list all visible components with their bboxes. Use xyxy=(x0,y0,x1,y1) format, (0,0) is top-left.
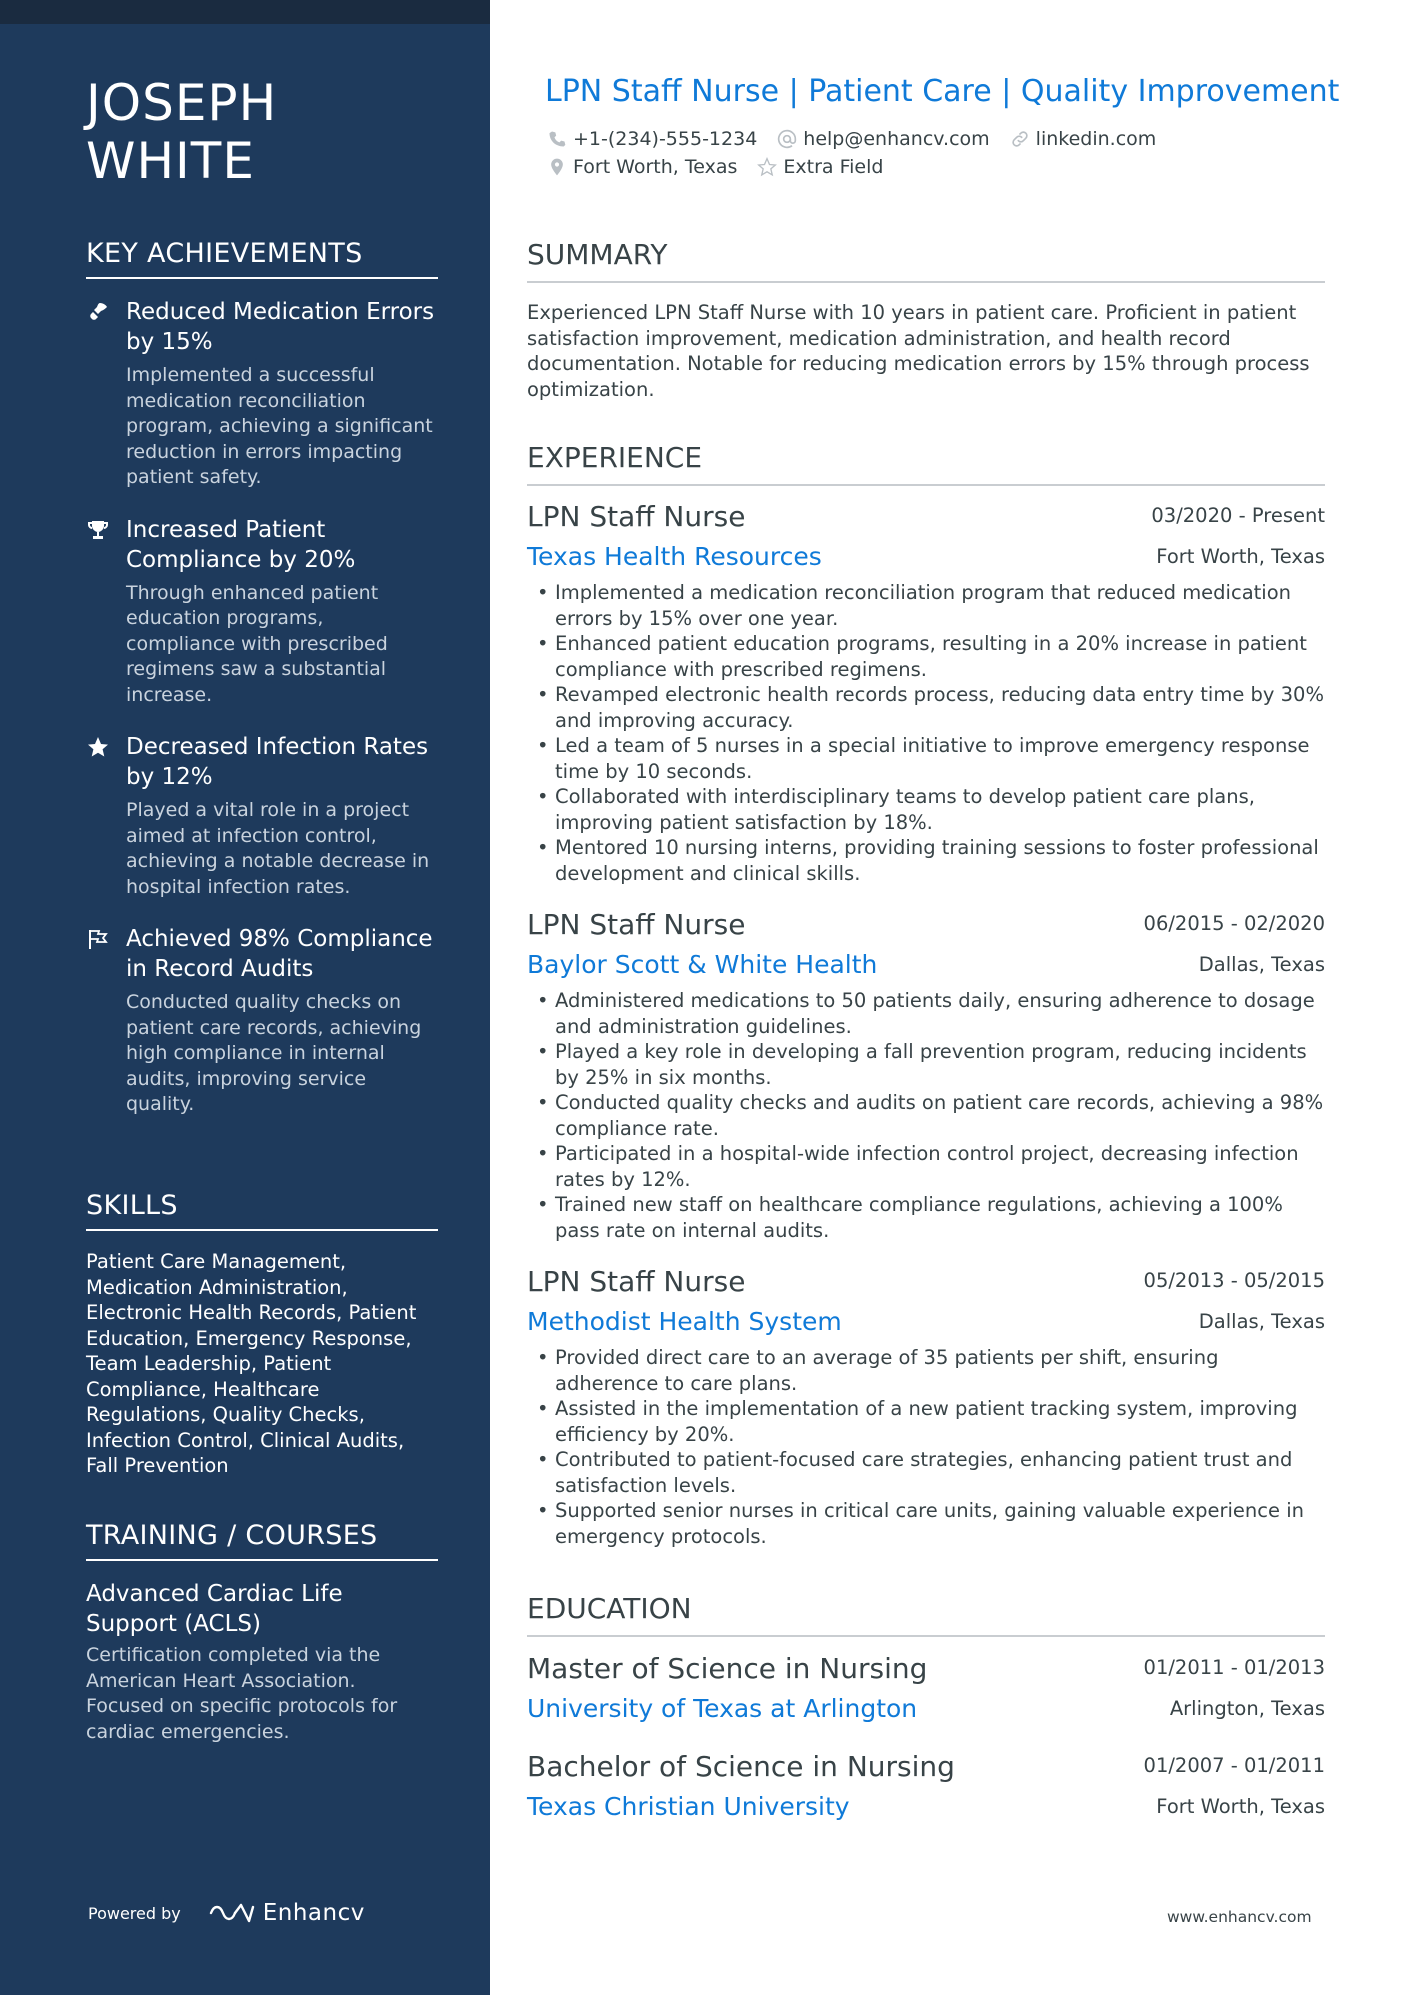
job-bullet: • Played a key role in developing a fall prevention program, reducing incidents by 25% in six months. xyxy=(527,1039,1325,1090)
summary-heading: SUMMARY xyxy=(527,238,1325,283)
job-title: LPN Staff Nurse xyxy=(527,500,746,533)
achievement-item xyxy=(86,297,438,491)
first-name: JOSEPH xyxy=(86,74,278,132)
achievement-desc: Implemented a successful medication reconciliation program, achieving a significant reduction in errors impacting patient safety. xyxy=(126,364,433,488)
job-title: LPN Staff Nurse xyxy=(527,908,746,941)
summary-text: Experienced LPN Staff Nurse with 10 years in patient care. Proficient in patient satisfaction improvement, medication administration, and health record documentation. Notable for reducing medication errors by 15% through process optimization. xyxy=(527,301,1310,401)
experience-heading: EXPERIENCE xyxy=(527,441,1325,486)
powered-by-label: Powered by xyxy=(88,1903,181,1923)
education-heading: EDUCATION xyxy=(527,1592,1325,1637)
sidebar xyxy=(0,0,490,1995)
email-text: help@enhancv.com xyxy=(803,128,990,150)
training-heading: TRAINING / COURSES xyxy=(86,1520,438,1561)
education-date: 01/2007 - 01/2011 xyxy=(1143,1754,1325,1777)
degree-title: Bachelor of Science in Nursing xyxy=(527,1750,955,1783)
phone-icon xyxy=(547,129,567,149)
education-location: Arlington, Texas xyxy=(1169,1697,1325,1720)
at-icon xyxy=(777,129,797,149)
achievement-item xyxy=(86,515,438,709)
contact-extra xyxy=(757,156,883,178)
job-bullets xyxy=(527,1345,1325,1549)
experience-item xyxy=(527,1265,1325,1549)
linkedin-text: linkedin.com xyxy=(1035,128,1157,150)
skills-list: Patient Care Management, Medication Administration, Electronic Health Records, Patient Education, Emergency Response, Team Leadership, Patient Compliance, Healthcare Regulations, Quality Checks, Infection Control, Clinical Audits, Fall Prevention xyxy=(86,1250,417,1477)
education-item xyxy=(527,1750,1325,1826)
education-location: Fort Worth, Texas xyxy=(1156,1795,1325,1818)
location-text: Fort Worth, Texas xyxy=(573,156,738,178)
course-desc: Certification completed via the American Heart Association. Focused on specific protocols for cardiac emergencies. xyxy=(86,1644,398,1743)
last-name: WHITE xyxy=(86,132,255,190)
course-title: Advanced Cardiac Life Support (ACLS) xyxy=(86,1581,343,1637)
experience-item xyxy=(527,908,1325,1243)
job-bullets xyxy=(527,580,1325,886)
job-company: Baylor Scott & White Health xyxy=(527,950,878,979)
candidate-name xyxy=(86,74,277,190)
job-bullet: • Mentored 10 nursing interns, providing training sessions to foster professional development and clinical skills. xyxy=(527,835,1325,886)
job-bullet: • Led a team of 5 nurses in a special initiative to improve emergency response time by 10 seconds. xyxy=(527,733,1325,784)
achievement-title: Achieved 98% Compliance in Record Audits xyxy=(126,926,433,982)
skills-heading: SKILLS xyxy=(86,1190,438,1231)
contact-linkedin[interactable] xyxy=(1010,128,1157,150)
job-bullet: • Contributed to patient-focused care strategies, enhancing patient trust and satisfaction levels. xyxy=(527,1447,1325,1498)
job-bullet: • Assisted in the implementation of a new patient tracking system, improving efficiency by 20%. xyxy=(527,1396,1325,1447)
job-bullet: • Conducted quality checks and audits on patient care records, achieving a 98% compliance rate. xyxy=(527,1090,1325,1141)
education-date: 01/2011 - 01/2013 xyxy=(1143,1656,1325,1679)
flag-icon xyxy=(86,927,110,951)
achievement-item xyxy=(86,924,438,1118)
school-name: University of Texas at Arlington xyxy=(527,1694,918,1723)
job-bullet: • Revamped electronic health records process, reducing data entry time by 30% and improving accuracy. xyxy=(527,682,1325,733)
degree-title: Master of Science in Nursing xyxy=(527,1652,928,1685)
job-date: 05/2013 - 05/2015 xyxy=(1143,1269,1325,1292)
job-bullet: • Enhanced patient education programs, resulting in a 20% increase in patient compliance with prescribed regimens. xyxy=(527,631,1325,682)
star-icon xyxy=(86,735,110,759)
contact-row-2 xyxy=(547,156,903,178)
job-date: 03/2020 - Present xyxy=(1151,504,1325,527)
school-name: Texas Christian University xyxy=(527,1792,850,1821)
trophy-icon xyxy=(86,518,110,542)
job-date: 06/2015 - 02/2020 xyxy=(1143,912,1325,935)
achievement-title: Increased Patient Compliance by 20% xyxy=(126,516,356,573)
job-bullet: • Supported senior nurses in critical care units, gaining valuable experience in emergency protocols. xyxy=(527,1498,1325,1549)
contact-row-1 xyxy=(547,128,1176,150)
link-icon xyxy=(1010,129,1030,149)
contact-phone[interactable] xyxy=(547,128,757,150)
achievement-desc: Conducted quality checks on patient care records, achieving high compliance in internal audits, improving service quality. xyxy=(126,991,422,1115)
job-bullet: • Provided direct care to an average of 35 patients per shift, ensuring adherence to care plans. xyxy=(527,1345,1325,1396)
headline: LPN Staff Nurse | Patient Care | Quality Improvement xyxy=(545,74,1340,109)
contact-location xyxy=(547,156,737,178)
job-bullet: • Participated in a hospital-wide infection control project, decreasing infection rates by 12%. xyxy=(527,1141,1325,1192)
job-location: Fort Worth, Texas xyxy=(1156,545,1325,568)
education-item xyxy=(527,1652,1325,1728)
achievement-title: Reduced Medication Errors by 15% xyxy=(126,299,435,355)
job-bullet: • Implemented a medication reconciliation program that reduced medication errors by 15% over one year. xyxy=(527,580,1325,631)
experience-item xyxy=(527,500,1325,886)
enhancv-logo-icon xyxy=(207,1900,255,1926)
location-pin-icon xyxy=(547,157,567,177)
job-bullet: • Trained new staff on healthcare compliance regulations, achieving a 100% pass rate on internal audits. xyxy=(527,1192,1325,1243)
achievement-item xyxy=(86,732,438,900)
job-location: Dallas, Texas xyxy=(1198,953,1325,976)
main-content xyxy=(527,0,1340,1995)
footer-url[interactable]: www.enhancv.com xyxy=(1167,1908,1312,1926)
achievements-heading: KEY ACHIEVEMENTS xyxy=(86,238,438,279)
achievement-title: Decreased Infection Rates by 12% xyxy=(126,734,429,790)
achievement-desc: Played a vital role in a project aimed at infection control, achieving a notable decrease in hospital infection rates. xyxy=(126,799,430,898)
skills-section xyxy=(86,1190,438,1479)
phone-text: +1-(234)-555-1234 xyxy=(573,128,758,150)
job-company: Methodist Health System xyxy=(527,1307,842,1336)
rocket-icon xyxy=(86,300,110,324)
sidebar-top-strip xyxy=(0,0,490,24)
job-bullets xyxy=(527,988,1325,1243)
job-bullet: • Administered medications to 50 patients daily, ensuring adherence to dosage and administration guidelines. xyxy=(527,988,1325,1039)
job-location: Dallas, Texas xyxy=(1198,1310,1325,1333)
job-bullet: • Collaborated with interdisciplinary teams to develop patient care plans, improving patient satisfaction by 18%. xyxy=(527,784,1325,835)
job-title: LPN Staff Nurse xyxy=(527,1265,746,1298)
powered-by xyxy=(88,1900,365,1926)
contact-email[interactable] xyxy=(777,128,989,150)
training-section xyxy=(86,1520,438,1745)
extra-field-text: Extra Field xyxy=(783,156,884,178)
achievement-desc: Through enhanced patient education programs, compliance with prescribed regimens saw a substantial increase. xyxy=(126,581,388,706)
star-outline-icon xyxy=(757,157,777,177)
achievements-section xyxy=(86,238,438,1142)
enhancv-brand: Enhancv xyxy=(262,1900,365,1926)
job-company: Texas Health Resources xyxy=(527,542,822,571)
